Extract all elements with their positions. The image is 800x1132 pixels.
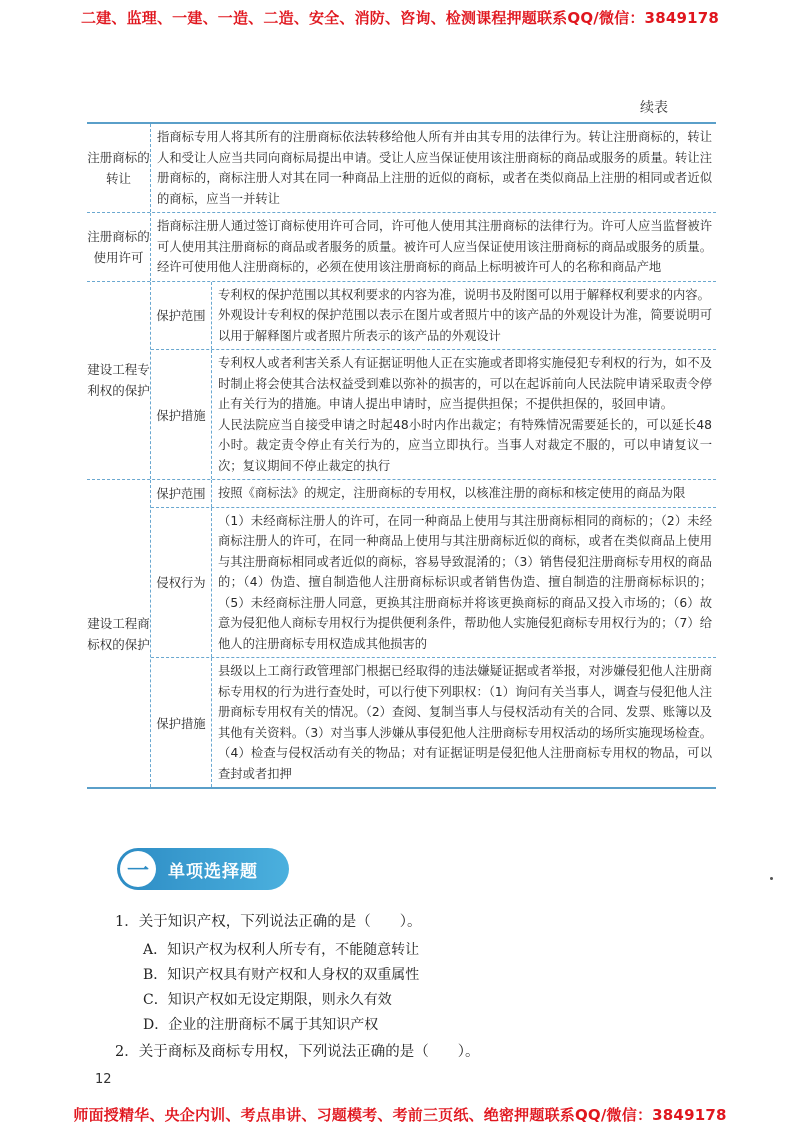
ip-protection-table (87, 122, 716, 789)
question-2: 2．关于商标及商标专用权，下列说法正确的是（ ）。 (115, 1044, 480, 1060)
trademark-infringe-label: 侵权行为 (151, 508, 212, 658)
patent-measures-para-2: 人民法院应当自接受申请之时起48小时内作出裁定；有特殊情况需要延长的，可以延长48小时。裁定责令停止有关行为的，应当立即执行。当事人对裁定不服的，可以申请复议一次；复议期间不停止裁定的执行 (218, 417, 712, 473)
table-row-transfer (87, 124, 716, 212)
trademark-measures-row (151, 657, 716, 787)
trademark-measures-label: 保护措施 (151, 658, 212, 787)
patent-measures-label: 保护措施 (151, 350, 212, 479)
question-1-option-a: A．知识产权为权利人所专有，不能随意转让 (143, 942, 420, 958)
top-promo-banner: 二建、监理、一建、一造、二造、安全、消防、咨询、检测课程押题联系QQ/微信：3849178 (80, 9, 720, 27)
patent-measures-row (151, 349, 716, 479)
trademark-measures-text: 县级以上工商行政管理部门根据已经取得的违法嫌疑证据或者举报，对涉嫌侵犯他人注册商标专用权的行为进行查处时，可以行使下列职权：（1）询问有关当事人，调查与侵犯他人注册商标专用权有关的情况。（2）查阅、复制当事人与侵权活动有关的合同、发票、账簿以及其他有关资料。（3）对当事人涉嫌从事侵犯他人注册商标专用权活动的场所实施现场检查。（4）检查与侵权活动有关的物品；对有证据证明是侵犯他人注册商标专用权的物品，可以查封或者扣押 (218, 664, 712, 781)
patent-scope-para-1: 专利权的保护范围以其权利要求的内容为准，说明书及附图可以用于解释权利要求的内容。 (218, 287, 710, 302)
trademark-infringe-text: （1）未经商标注册人的许可，在同一种商品上使用与其注册商标相同的商标的；（2）未经商标注册人的许可，在同一种商品上使用与其注册商标近似的商标，或者在类似商品上使用与其注册商标相同或者近似的商标，容易导致混淆的；（3）销售侵犯注册商标专用权的商品的；（4）伪造、擅自制造他人注册商标标识或者销售伪造、擅自制造的注册商标标识的；（5）未经商标注册人同意，更换其注册商标并将该更换商标的商品又投入市场的；（6）故意为侵犯他人商标专用权行为提供便利条件，帮助他人实施侵犯商标专用权行为的；（7）给他人的注册商标专用权造成其他损害的 (218, 513, 712, 651)
row-header-license: 注册商标的使用许可 (87, 213, 151, 281)
question-1-option-c: C．知识产权如无设定期限，则永久有效 (143, 992, 392, 1008)
trademark-infringe-row (151, 507, 716, 658)
table-group-trademark (87, 479, 716, 787)
row-header-transfer: 注册商标的转让 (87, 124, 151, 212)
patent-scope-row (151, 282, 716, 350)
table-row-license (87, 212, 716, 281)
continued-label: 续表 (640, 100, 668, 116)
question-1-option-d: D．企业的注册商标不属于其知识产权 (143, 1017, 379, 1033)
page-number: 12 (95, 1072, 112, 1087)
section-number-badge: 一 (120, 851, 156, 887)
row-text-transfer: 指商标专用人将其所有的注册商标依法转移给他人所有并由其专用的法律行为。转让注册商标的，转让人和受让人应当共同向商标局提出申请。受让人应当保证使用该注册商标的商品或服务的质量。转让注册商标的，商标注册人对其在同一种商品上注册的近似的商标，或者在类似商品上注册的相同或者近似的商标，应当一并转让 (157, 130, 712, 206)
stray-mark (770, 877, 773, 880)
question-1: 1．关于知识产权，下列说法正确的是（ ）。 (115, 914, 422, 930)
trademark-scope-row (151, 480, 716, 507)
bottom-promo-banner: 师面授精华、央企内训、考点串讲、习题模考、考前三页纸、绝密押题联系QQ/微信：3849178 (73, 1106, 727, 1124)
group-header-trademark: 建设工程商标权的保护 (87, 480, 151, 787)
trademark-scope-text: 按照《商标法》的规定，注册商标的专用权，以核准注册的商标和核定使用的商品为限 (218, 486, 686, 500)
row-text-license: 指商标注册人通过签订商标使用许可合同，许可他人使用其注册商标的法律行为。许可人应当监督被许可人使用其注册商标的商品或者服务的质量。被许可人应当保证使用该注册商标的商品或服务的质量。经许可使用他人注册商标的，必须在使用该注册商标的商品上标明被许可人的名称和商品产地 (157, 219, 712, 274)
trademark-scope-label: 保护范围 (151, 480, 212, 507)
table-group-patent (87, 281, 716, 480)
section-title: 单项选择题 (168, 861, 258, 882)
section-heading (117, 848, 289, 890)
patent-measures-para-1: 专利权人或者利害关系人有证据证明他人正在实施或者即将实施侵犯专利权的行为，如不及时制止将会使其合法权益受到难以弥补的损害的，可以在起诉前向人民法院申请采取责令停止有关行为的措施。申请人提出申请时，应当提供担保；不提供担保的，驳回申请。 (218, 356, 712, 411)
patent-scope-label: 保护范围 (151, 282, 212, 350)
patent-scope-para-2: 外观设计专利权的保护范围以表示在图片或者照片中的该产品的外观设计为准，简要说明可以用于解释图片或者照片所表示的该产品的外观设计 (218, 308, 712, 343)
group-header-patent: 建设工程专利权的保护 (87, 282, 151, 480)
question-1-option-b: B．知识产权具有财产权和人身权的双重属性 (143, 967, 420, 983)
